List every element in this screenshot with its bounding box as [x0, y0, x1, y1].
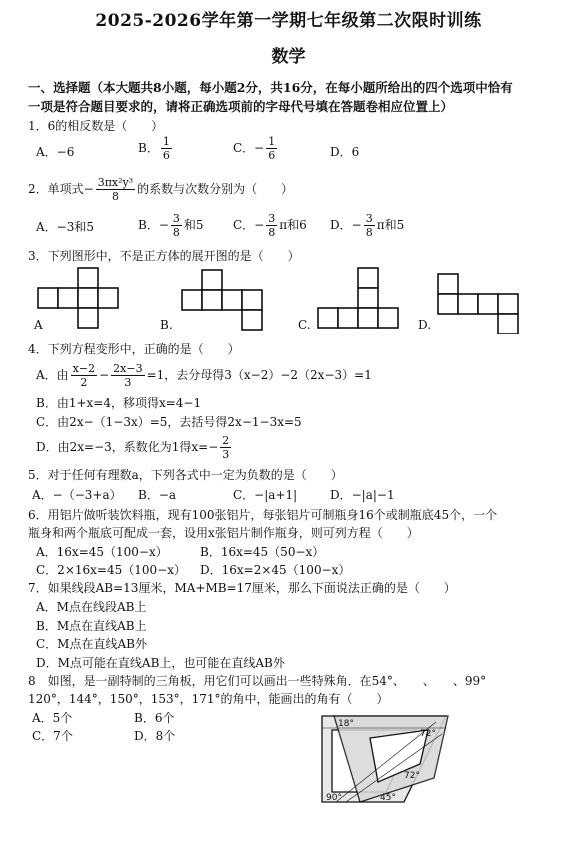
angle-label-90: 90°	[326, 793, 342, 803]
q6-line2: 瓶身和两个瓶底可配成一套，设用x张铝片制作瓶身，则可列方程（ ）	[28, 526, 419, 540]
q5-option-b: B．−a	[138, 488, 177, 502]
section-heading-line2: 一项是符合题目要求的，请将正确选项前的字母代号填在答题卷相应位置上）	[28, 99, 454, 114]
q7-option-d: D．M点可能在直线AB上，也可能在直线AB外	[36, 656, 285, 670]
q6-option-d: D．16x=2×45（100−x）	[200, 563, 351, 577]
q1-option-d: D．6	[330, 145, 360, 159]
q5-option-a: A．−（−3+a）	[32, 488, 122, 502]
q1-option-c: C．− $\frac{1}{6}$	[233, 135, 276, 162]
q2-option-b: B．− $\frac{3}{8}$ 和5	[138, 212, 204, 239]
q3-option-b: B.	[160, 318, 173, 332]
angle-label-72: 72°	[404, 771, 420, 781]
q7-stem: 7．如果线段AB=13厘米，MA+MB=17厘米，那么下面说法正确的是（ ）	[28, 581, 456, 595]
q7-option-a: A．M点在线段AB上	[36, 600, 147, 614]
q2-monomial: $\frac{\text{3πx²y³}}{8}$	[97, 176, 134, 203]
q8-option-b: B．6个	[134, 711, 175, 725]
q2-stem: 2．单项式− $\frac{\text{3πx²y³}}{8}$ 的系数与次数分别为（ ）	[28, 176, 294, 203]
triangle-rulers-figure	[316, 708, 456, 808]
q1-option-b-fraction: $\frac{1}{6}$	[162, 135, 170, 162]
subject-title: 数学	[271, 47, 306, 67]
q3-stem: 3．下列图形中，不是正方体的展开图的是（ ）	[28, 249, 300, 263]
q1-option-b: B． $\frac{1}{6}$	[138, 135, 170, 162]
q6-option-b: B．16x=45（50−x）	[200, 545, 325, 559]
q4-option-c: C．由2x−（1−3x）=5，去括号得2x−1−3x=5	[36, 415, 302, 429]
net-a	[38, 268, 118, 328]
q4-option-b: B．由1+x=4，移项得x=4−1	[36, 396, 202, 410]
q1-stem: 1．6的相反数是（ ）	[28, 119, 164, 133]
q6-option-a: A．16x=45（100−x）	[36, 545, 168, 559]
q2-option-d: D．− $\frac{3}{8}$ π和5	[330, 212, 405, 239]
q6-line1: 6．用铝片做听装饮料瓶，现有100张铝片，每张铝片可制瓶身16个或制瓶底45个，一个	[28, 508, 498, 522]
angle-label-72-top: 72°	[420, 729, 436, 739]
q8-option-a: A．5个	[32, 711, 73, 725]
q8-option-c: C．7个	[32, 729, 73, 743]
angle-label-45: 45°	[380, 793, 396, 803]
q2-option-c: C．− $\frac{3}{8}$ π和6	[233, 212, 307, 239]
q1-option-a: A．−6	[36, 145, 75, 159]
q3-option-c: C.	[298, 318, 311, 332]
net-d	[438, 274, 518, 334]
q1-option-c-fraction: $\frac{1}{6}$	[268, 135, 276, 162]
q5-option-c: C．−|a+1|	[233, 488, 298, 502]
q4-option-d: D．由2x=−3，系数化为1得x=− $\frac{2}{3}$	[36, 434, 230, 461]
q8-line1: 8 如图，是一副特制的三角板，用它们可以画出一些特殊角．在54°、 、 、99°	[28, 674, 487, 688]
q5-option-d: D．−|a|−1	[330, 488, 395, 502]
net-c	[318, 268, 398, 328]
q3-option-a: A	[34, 318, 43, 332]
q8-line2: 120°，144°，150°，153°，171°的角中，能画出的角有（ ）	[28, 692, 389, 706]
angle-label-18: 18°	[338, 719, 354, 729]
q6-option-c: C．2×16x=45（100−x）	[36, 563, 186, 577]
q5-stem: 5．对于任何有理数a，下列各式中一定为负数的是（ ）	[28, 468, 343, 482]
q3-option-d: D.	[418, 318, 432, 332]
section-heading-line1: 一、选择题（本大题共8小题，每小题2分，共16分，在每小题所给出的四个选项中恰有	[28, 80, 513, 95]
q2-option-a: A．−3和5	[36, 220, 94, 234]
q4-stem: 4．下列方程变形中，正确的是（ ）	[28, 342, 240, 356]
q7-option-c: C．M点在直线AB外	[36, 637, 147, 651]
net-b	[182, 270, 262, 330]
exam-title: 2025-2026学年第一学期七年级第二次限时训练	[95, 11, 482, 31]
cube-nets-figure	[0, 262, 577, 334]
q4-option-a: A．由 $\frac{x-2}{2}$ − $\frac{2x-3}{3}$ =1，去分母得3（x−2）−2（2x−3）=1	[36, 362, 372, 389]
q8-option-d: D．8个	[134, 729, 176, 743]
q7-option-b: B．M点在直线AB上	[36, 619, 147, 633]
